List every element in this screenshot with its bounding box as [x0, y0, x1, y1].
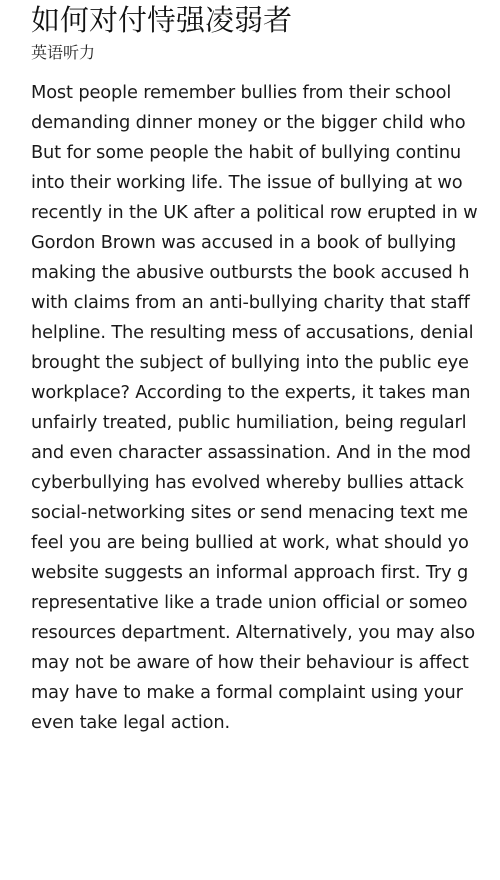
article-line: representative like a trade union official or someo — [31, 592, 468, 613]
article-line: into their working life. The issue of bullying at wo — [31, 172, 463, 193]
article-line: workplace? According to the experts, it takes man — [31, 382, 471, 403]
article-category: 英语听力 — [31, 43, 96, 62]
article-line: Most people remember bullies from their school — [31, 82, 452, 103]
article-line: social-networking sites or send menacing text me — [31, 502, 468, 523]
article-line: cyberbullying has evolved whereby bullies attack — [31, 472, 464, 493]
article-line: making the abusive outbursts the book accused h — [31, 262, 470, 283]
article-line: Gordon Brown was accused in a book of bullying — [31, 232, 457, 253]
article-line: may have to make a formal complaint using your — [31, 682, 463, 703]
article-line: helpline. The resulting mess of accusations, denial — [31, 322, 474, 343]
article-line: with claims from an anti-bullying charity that staff — [31, 292, 470, 313]
article-line: feel you are being bullied at work, what should yo — [31, 532, 469, 553]
article-line: resources department. Alternatively, you may also — [31, 622, 475, 643]
article-line: website suggests an informal approach first. Try g — [31, 562, 469, 583]
article-line: recently in the UK after a political row erupted in w — [31, 202, 478, 223]
article-line: even take legal action. — [31, 712, 231, 733]
article-line: and even character assassination. And in the mod — [31, 442, 471, 463]
article-body — [31, 78, 478, 738]
article-line: brought the subject of bullying into the public eye — [31, 352, 469, 373]
article-line: unfairly treated, public humiliation, being regularl — [31, 412, 467, 433]
article-line: But for some people the habit of bullying continu — [31, 142, 461, 163]
article-title: 如何对付恃强凌弱者 — [31, 3, 293, 37]
article-line: demanding dinner money or the bigger child who — [31, 112, 466, 133]
article-line: may not be aware of how their behaviour is affect — [31, 652, 469, 673]
